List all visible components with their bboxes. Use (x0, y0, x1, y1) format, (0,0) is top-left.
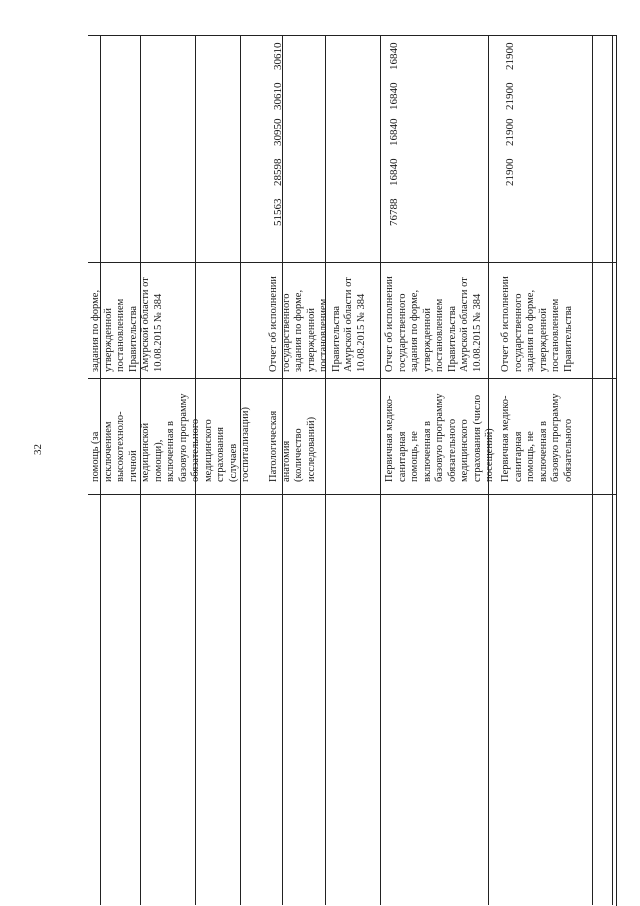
row-divider (88, 378, 616, 379)
column-divider (612, 35, 613, 905)
row-3-value-1: 76788 (388, 198, 400, 226)
row-3-service: Первичная медико- санитарная помощь, не включенная в базовую программу обязательного медицинского страхования (число посещений) (384, 393, 495, 482)
row-4-value-3: 21900 (504, 82, 516, 110)
row-2-value-1: 51563 (272, 198, 284, 226)
column-divider (592, 35, 593, 905)
row-2-value-5: 30610 (272, 42, 284, 70)
row-divider (88, 262, 616, 263)
page-number: 32 (32, 444, 44, 455)
row-2-value-3: 30950 (272, 118, 284, 146)
row-3-value-2: 16840 (388, 158, 400, 186)
column-divider (325, 35, 326, 905)
row-2-value-4: 30610 (272, 82, 284, 110)
row-3-basis: Отчет об исполнении государственного задания по форме, утвержденной постановлением Правительства Амурской области от 10.08.2015 № 384 (384, 276, 483, 372)
row-3-value-3: 16840 (388, 118, 400, 146)
row-4-basis: Отчет об исполнении государственного задания по форме, утвержденной постановлением Правительства (500, 276, 574, 372)
row-1-service: помощь (за исключением высокотехноло- гичной медицинской помощи), включенная в базовую программу обязательного медицинского страхования (случаев госпитализации) (90, 393, 251, 482)
row-4-value-2: 21900 (504, 118, 516, 146)
row-2-basis: Отчет об исполнении государственного задания по форме, утвержденной постановлением Правительства Амурской области от 10.08.2015 № 384 (268, 276, 367, 372)
row-4-value-1: 21900 (504, 158, 516, 186)
row-2-value-2: 28598 (272, 158, 284, 186)
row-3-value-5: 16840 (388, 42, 400, 70)
row-1-basis: задания по форме, утвержденной постановлением Правительства Амурской области от 10.08.2015 № 384 (90, 277, 164, 372)
row-3-value-4: 16840 (388, 82, 400, 110)
row-4-service: Первичная медико- санитарная помощь, не включенная в базовую программу обязательного (500, 393, 574, 482)
row-2-service: Патологическая анатомия (количество исследований) (268, 410, 317, 482)
row-divider (88, 494, 616, 495)
row-4-value-4: 21900 (504, 42, 516, 70)
column-divider (380, 35, 381, 905)
